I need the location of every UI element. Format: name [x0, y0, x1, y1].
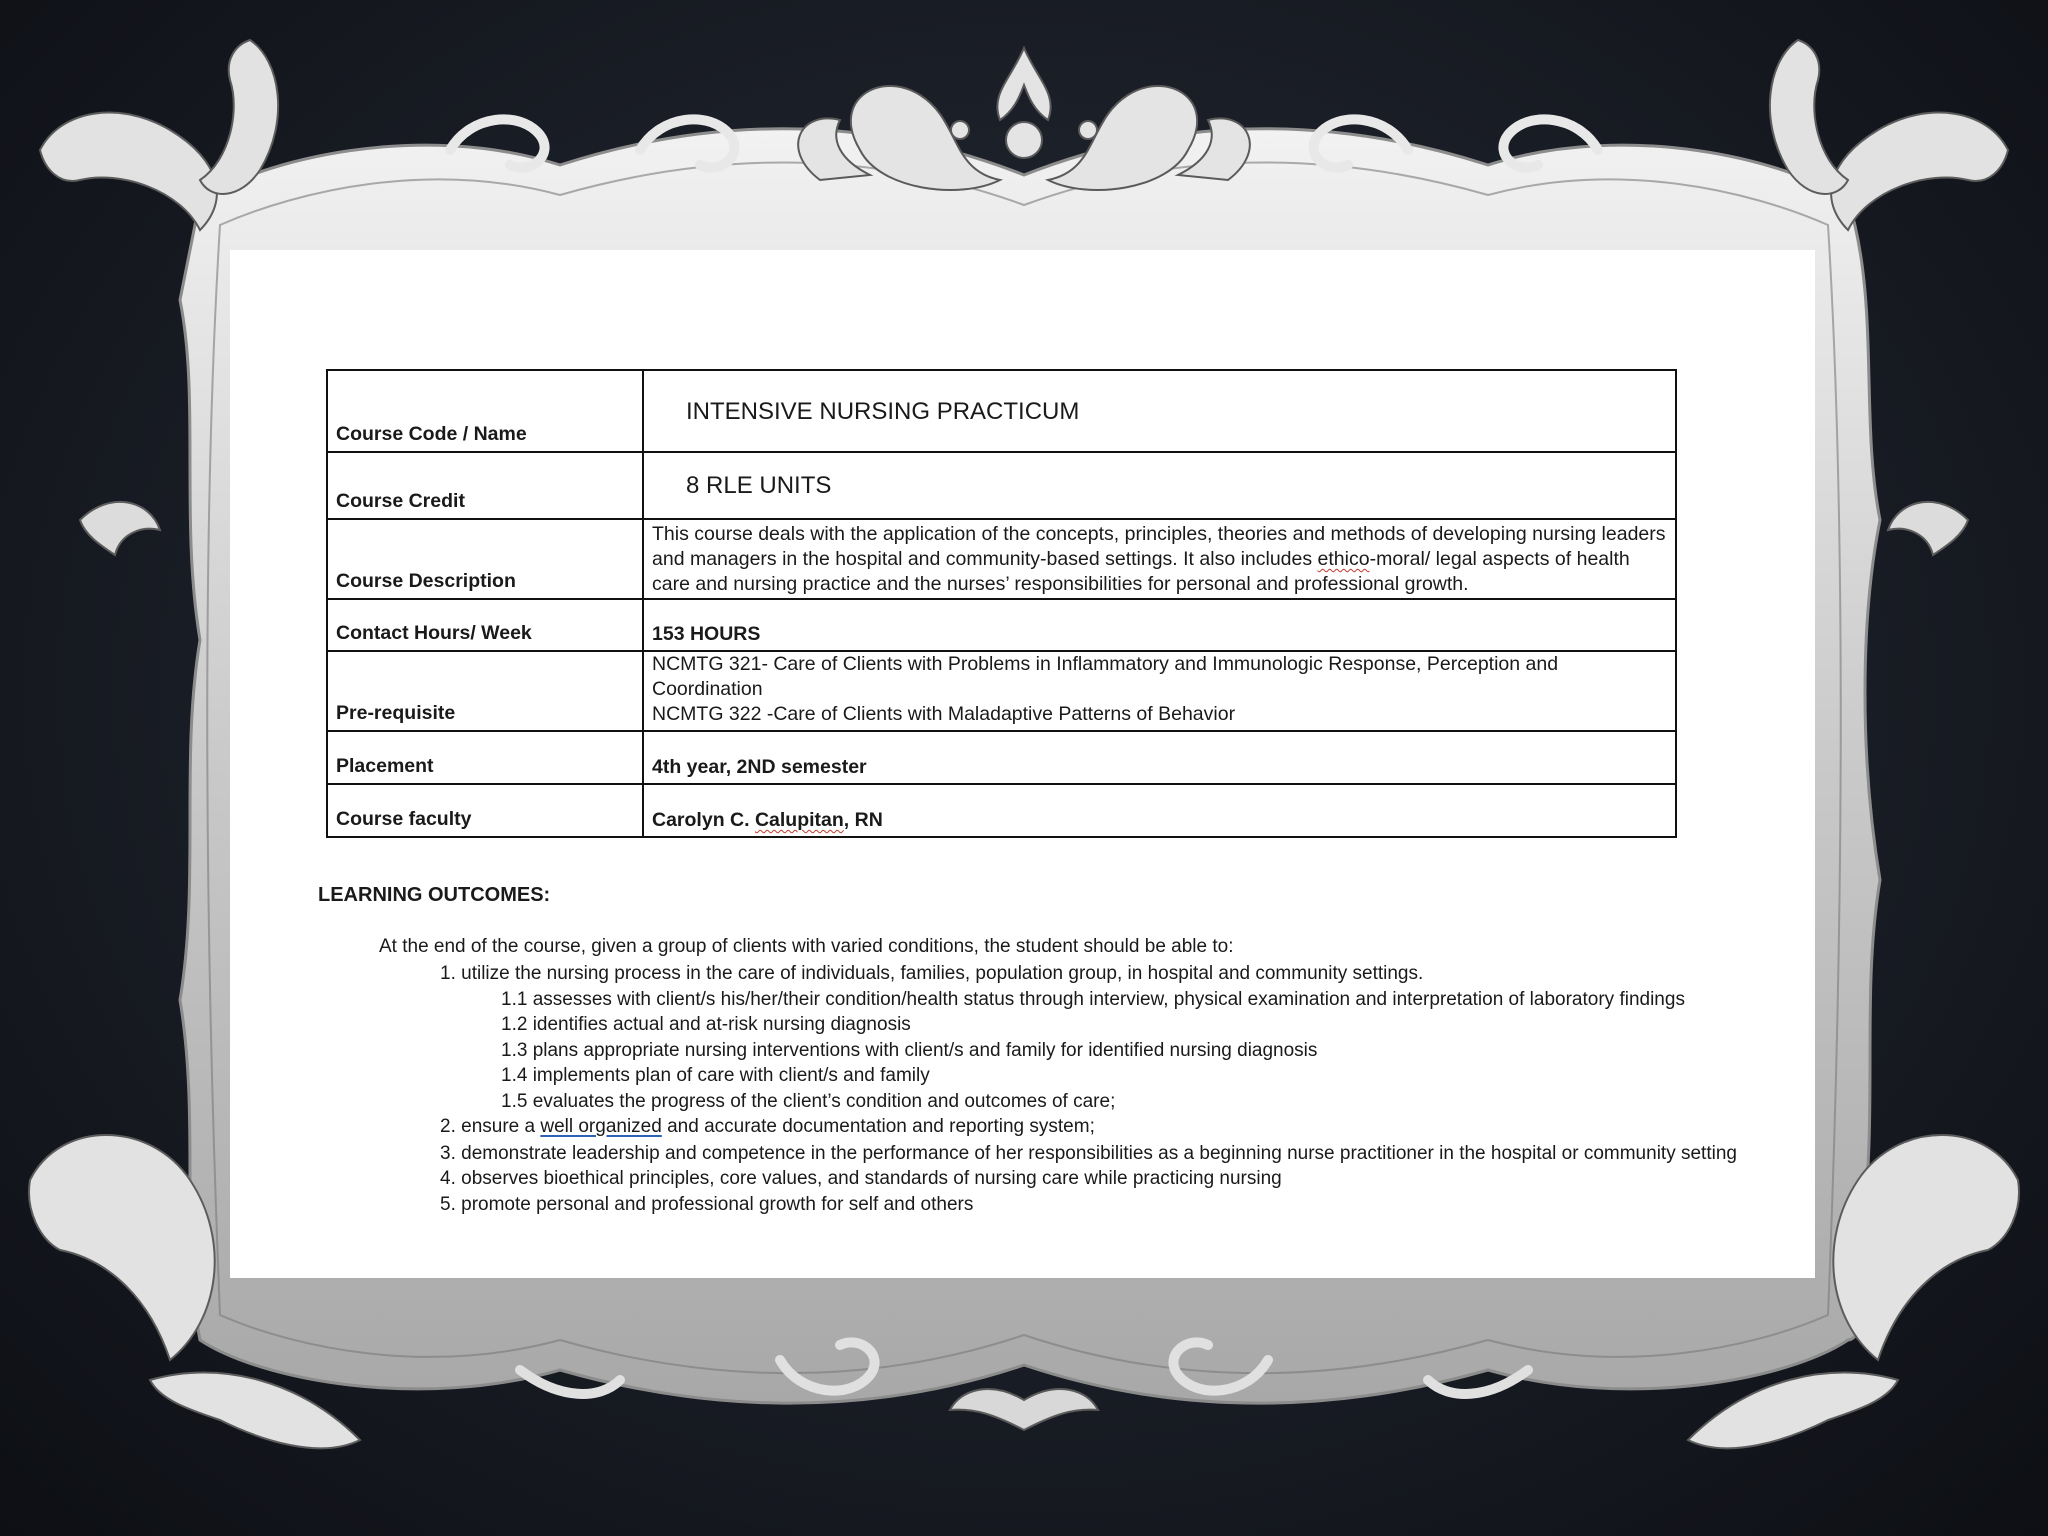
row-value-contact-hours: 153 HOURS: [643, 599, 1676, 651]
table-row: [327, 519, 1676, 599]
list-item: 1.3 plans appropriate nursing interventions with client/s and family for identified nursing diagnosis: [501, 1039, 1318, 1061]
prerequisite-line-2: NCMTG 322 -Care of Clients with Maladaptive Patterns of Behavior: [652, 703, 1236, 725]
description-text-start: This course deals with the application of the concepts, principles, theories and methods of developing nursing leaders and managers in the hospital and community-based settings. It also includes: [652, 523, 1666, 570]
faculty-name-start: Carolyn C.: [652, 809, 755, 831]
row-label-contact-hours: Contact Hours/ Week: [327, 599, 643, 651]
item2-text-end: and accurate documentation and reporting system;: [661, 1116, 1095, 1137]
row-value-course-name: INTENSIVE NURSING PRACTICUM: [643, 370, 1676, 452]
list-item: 3. demonstrate leadership and competence in the performance of her responsibilities as a beginning nurse practitioner in the hospital or community setting: [440, 1142, 1737, 1164]
learning-outcomes-list: [230, 961, 1815, 1217]
list-item: 5. promote personal and professional growth for self and others: [440, 1193, 974, 1215]
row-value-placement: 4th year, 2ND semester: [643, 731, 1676, 784]
table-row: [327, 784, 1676, 837]
row-label-course-faculty: Course faculty: [327, 784, 643, 837]
row-value-course-description: [643, 519, 1676, 599]
list-item: 1.2 identifies actual and at-risk nursing diagnosis: [501, 1014, 911, 1035]
row-value-prerequisite: [643, 651, 1676, 731]
grammar-flag: well organized: [540, 1116, 662, 1137]
list-item: 4. observes bioethical principles, core values, and standards of nursing care while practicing nursing: [440, 1168, 1282, 1189]
row-label-course-credit: Course Credit: [327, 452, 643, 519]
table-row: [327, 599, 1676, 651]
prerequisite-line-1: NCMTG 321- Care of Clients with Problems in Inflammatory and Immunologic Response, Perception and Coordination: [652, 653, 1559, 700]
learning-outcomes-heading: LEARNING OUTCOMES:: [318, 884, 551, 906]
document-sheet: [230, 250, 1815, 1278]
row-value-course-faculty: [643, 784, 1676, 837]
course-info-table: [326, 369, 1677, 838]
table-row: [327, 452, 1676, 519]
description-text-end: -moral/ legal aspects of health care and nursing practice and the nurses’ responsibilities for personal and professional growth.: [652, 548, 1630, 595]
row-label-course-code: Course Code / Name: [327, 370, 643, 452]
list-item: 1. utilize the nursing process in the care of individuals, families, population group, in hospital and community settings.: [440, 963, 1424, 984]
row-value-course-credit: 8 RLE UNITS: [643, 452, 1676, 519]
item2-text-start: 2. ensure a: [440, 1116, 541, 1137]
list-item: 1.1 assesses with client/s his/her/their condition/health status through interview, physical examination and interpretation of laboratory findings: [501, 988, 1685, 1010]
learning-outcomes-intro: At the end of the course, given a group of clients with varied conditions, the student should be able to:: [379, 936, 1234, 957]
table-row: [327, 651, 1676, 731]
row-label-placement: Placement: [327, 731, 643, 784]
table-row: [327, 731, 1676, 784]
row-label-prerequisite: Pre-requisite: [327, 651, 643, 731]
list-item: 1.4 implements plan of care with client/s and family: [501, 1065, 930, 1086]
spellcheck-flag: ethico: [1317, 548, 1370, 570]
spellcheck-flag: Calupitan: [754, 809, 844, 831]
table-row: [327, 370, 1676, 452]
faculty-name-end: , RN: [843, 809, 883, 831]
list-item: [230, 1114, 1815, 1140]
list-item: 1.5 evaluates the progress of the client’s condition and outcomes of care;: [501, 1090, 1116, 1112]
ornament-bottom-center: [950, 1389, 1098, 1430]
row-label-course-description: Course Description: [327, 519, 643, 599]
